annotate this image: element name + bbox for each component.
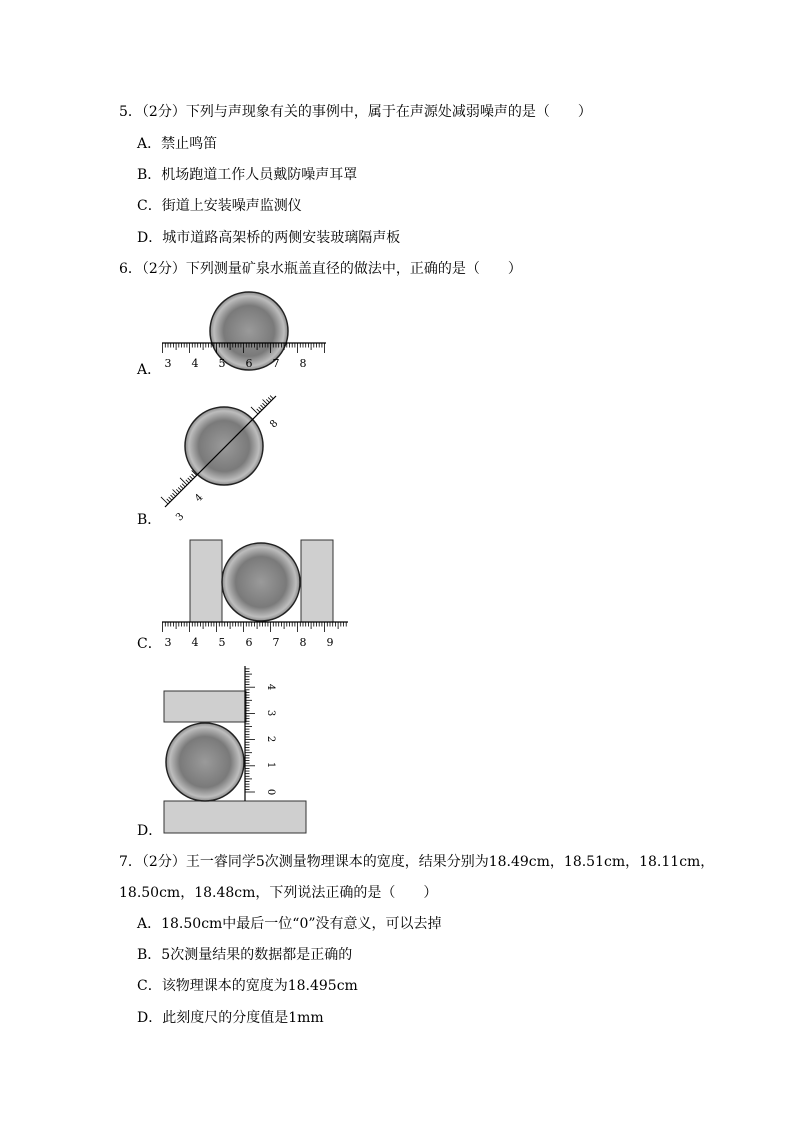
block-d-base [164, 801, 306, 833]
q6-stem: 6．（2分）下列测量矿泉水瓶盖直径的做法中，正确的是（ ） [119, 261, 522, 277]
ruler-c-number: 3 [164, 636, 172, 649]
ruler-d-number: 0 [265, 788, 276, 796]
ruler-c-number: 4 [191, 636, 199, 649]
ruler-tick [266, 399, 269, 402]
bottle-cap-d [166, 723, 244, 801]
ruler-tick [182, 484, 185, 487]
ruler-tick [257, 409, 260, 412]
q6-label-a: A． [137, 362, 162, 378]
ruler-tick [176, 489, 179, 492]
ruler-c-numbers [165, 636, 334, 649]
ruler-c-number: 5 [218, 636, 226, 649]
q7-option-d: D．此刻度尺的分度值是1mm [137, 1010, 324, 1026]
q6-label-b: B． [137, 512, 162, 528]
block-c-right [301, 540, 333, 622]
ruler-d-numbers [265, 684, 276, 795]
ruler-tick [251, 407, 258, 414]
block-d-top [164, 691, 246, 722]
ruler-tick [262, 403, 265, 406]
figure-b [161, 396, 280, 524]
ruler-b-ticks [161, 470, 197, 504]
figure-d [164, 666, 306, 833]
ruler-tick [171, 495, 174, 498]
ruler-a-ticks [163, 343, 325, 353]
q7-option-a: A．18.50cm中最后一位“0”没有意义，可以去掉 [137, 916, 442, 932]
q5-option-a: A．禁止鸣笛 [137, 136, 218, 152]
ruler-tick [268, 397, 271, 400]
ruler-b-ticks [251, 396, 273, 414]
q7-option-c2: C．该物理课本的宽度为18.495cm [137, 978, 358, 994]
ruler-tick [188, 478, 191, 481]
ruler-d-number: 2 [265, 735, 276, 743]
ruler-c-number: 7 [272, 636, 280, 649]
ruler-tick [186, 480, 189, 483]
ruler-c-number: 9 [326, 636, 334, 649]
ruler-a-number: 5 [218, 357, 226, 370]
ruler-tick [178, 487, 181, 490]
q5-option-b: B．机场跑道工作人员戴防噪声耳罩 [137, 167, 358, 183]
ruler-b-number: 3 [174, 511, 187, 524]
ruler-tick [190, 476, 193, 479]
ruler-d-ticks [245, 669, 255, 792]
ruler-tick [180, 478, 187, 485]
q5-option-c: C．街道上安装噪声监测仪 [137, 198, 302, 214]
ruler-a-number: 8 [299, 357, 307, 370]
ruler-a-number: 7 [272, 357, 280, 370]
ruler-tick [192, 474, 195, 477]
ruler-c-ticks [163, 622, 347, 632]
ruler-d-number: 3 [265, 709, 276, 717]
q7-stem-line1: 7．（2分）王一睿同学5次测量物理课本的宽度，结果分别为18.49cm，18.51cm，18.11cm， [119, 854, 715, 870]
q6-label-c: C． [137, 636, 162, 652]
ruler-a-number: 3 [164, 357, 172, 370]
ruler-tick [180, 486, 183, 489]
ruler-d-number: 1 [265, 761, 276, 769]
ruler-tick [261, 405, 264, 408]
ruler-d-number: 4 [265, 683, 276, 691]
figure-c [162, 540, 348, 649]
ruler-c-number: 8 [299, 636, 307, 649]
bottle-cap-b [185, 407, 263, 485]
q5-option-d: D．城市道路高架桥的两侧安装玻璃隔声板 [137, 230, 401, 246]
q7-stem-line2: 18.50cm，18.48cm，下列说法正确的是（ ） [119, 885, 438, 901]
ruler-tick [259, 407, 262, 410]
q6-label-d: D． [137, 823, 163, 839]
ruler-tick [167, 499, 170, 502]
ruler-tick [161, 497, 168, 504]
ruler-b-number: 4 [193, 492, 206, 505]
ruler-tick [270, 396, 273, 399]
bottle-cap-c [222, 543, 300, 621]
ruler-tick [172, 493, 175, 496]
ruler-tick [169, 497, 172, 500]
ruler-a-number: 6 [245, 357, 253, 370]
ruler-b-number: 8 [268, 418, 281, 431]
q5-stem: 5．（2分）下列与声现象有关的事例中，属于在声源处减弱噪声的是（ ） [119, 104, 592, 120]
figure-a [162, 292, 326, 370]
ruler-a-number: 4 [191, 357, 199, 370]
q7-option-b: B．5次测量结果的数据都是正确的 [137, 947, 353, 963]
block-c-left [190, 540, 222, 622]
ruler-c-number: 6 [245, 636, 253, 649]
